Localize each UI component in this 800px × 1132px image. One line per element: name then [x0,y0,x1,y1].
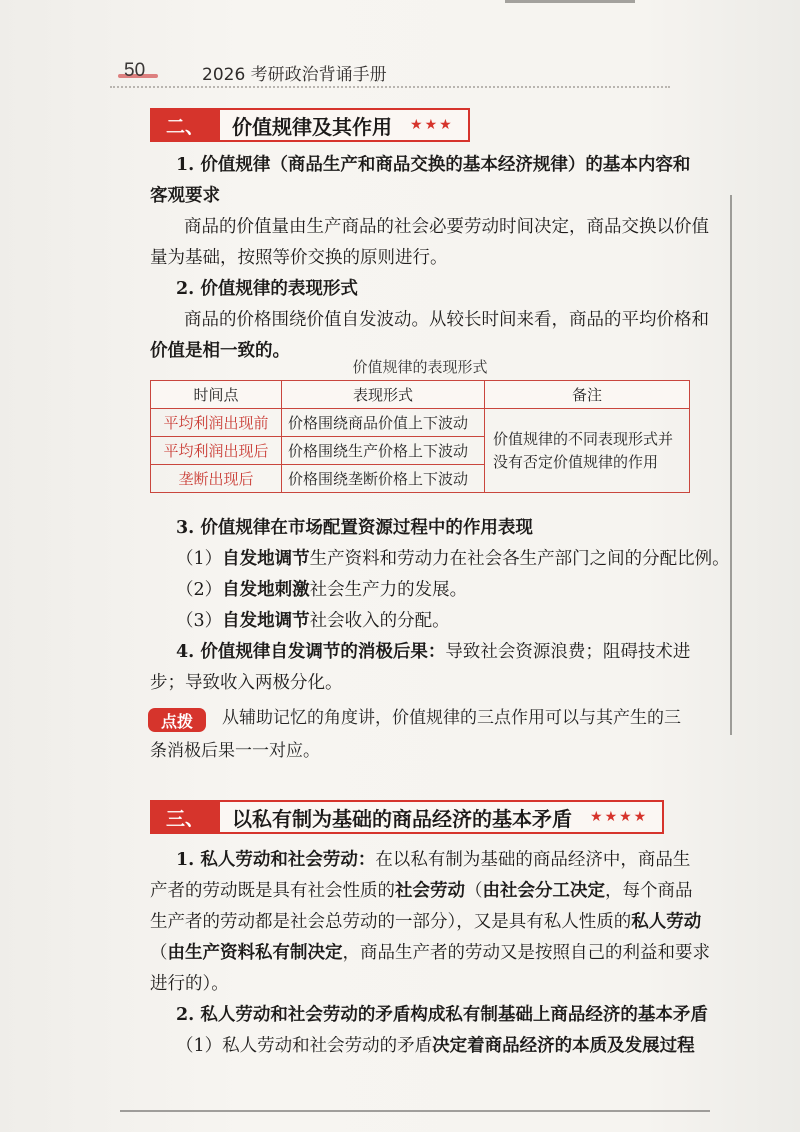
list-text: （1）私人劳动和社会劳动的矛盾 [176,1036,433,1056]
form-cell: 价格围绕商品价值上下波动 [282,409,485,437]
list-keyword: 自发地刺激 [222,580,310,600]
list-prefix: （3） [176,611,223,631]
section-title-box [218,108,470,142]
list-item [150,1031,710,1062]
paragraph-heading: 1. 价值规律（商品生产和商品交换的基本经济规律）的基本内容和 [176,155,691,175]
paragraph-keyword: 1. 私人劳动和社会劳动： [176,850,376,870]
tip-text [150,702,710,768]
text-run-bold: 私人劳动 [631,912,702,932]
page-number: 50 [124,60,146,81]
page-header [110,60,670,90]
text-run-bold: 社会劳动 [395,881,465,901]
scan-edge-mark [505,0,635,3]
tip-line [150,702,710,735]
paragraph-text [150,637,710,668]
paragraph-text-rest: 在以私有制为基础的商品经济中，商品生 [375,850,691,870]
paragraph-heading: 3. 价值规律在市场配置资源过程中的作用表现 [176,518,533,538]
paragraph-text: 商品的价值量由生产商品的社会必要劳动时间决定，商品交换以价值 [184,217,709,237]
list-item [150,575,710,606]
list-prefix: （1） [176,549,223,569]
section-heading-commodity-economy [150,800,664,834]
book-title: 2026 考研政治背诵手册 [202,65,387,85]
list-keyword: 自发地调节 [222,549,310,569]
table-header-cell: 备注 [485,381,690,409]
tip-badge: 点拨 [148,708,206,732]
importance-stars: ★★★★ [590,809,649,825]
section-number: 三、 [150,800,218,834]
form-cell: 价格围绕生产价格上下波动 [282,437,485,465]
time-point-cell: 平均利润出现后 [151,437,282,465]
text-run-bold: 由社会分工决定 [482,881,605,901]
paragraph-text: 进行的）。 [150,974,229,994]
time-point-cell: 平均利润出现前 [151,409,282,437]
section-title-box [218,800,664,834]
text-run-bold: 由生产资料私有制决定 [167,943,343,963]
list-keyword: 决定着商品经济的本质及发展过程 [432,1036,695,1056]
section-title: 价值规律及其作用 [232,114,393,139]
text-run: （ [465,881,483,901]
form-cell: 价格围绕垄断价格上下波动 [282,465,485,493]
table-row [151,409,690,437]
paragraph-text [150,938,710,969]
tip-line: 条消极后果一一对应。 [150,741,320,761]
list-item [150,606,710,637]
paragraph-heading: 2. 私人劳动和社会劳动的矛盾构成私有制基础上商品经济的基本矛盾 [176,1005,708,1025]
page-bottom-edge [120,1110,710,1112]
table-caption: 价值规律的表现形式 [352,358,488,376]
paragraph-text [150,845,710,876]
text-run: ，商品生产者的劳动又是按照自己的利益和要求 [342,943,710,963]
section-heading-value-law [150,108,470,142]
importance-stars: ★★★ [410,117,454,133]
list-text: 社会生产力的发展。 [309,580,468,600]
list-item [150,544,730,575]
text-run: 生产者的劳动都是社会总劳动的一部分），又是具有私人性质的 [150,912,632,932]
paragraph-heading: 2. 价值规律的表现形式 [176,279,358,299]
paragraph-text: 商品的价格围绕价值自发波动。从较长时间来看，商品的平均价格和 [184,310,709,330]
page-edge-line [730,195,732,735]
paragraph-text [150,876,710,907]
value-law-forms-table [150,380,690,493]
table-header-row [151,381,690,409]
list-text: 社会收入的分配。 [309,611,450,631]
text-run: （ [150,943,168,963]
paragraph-text: 步；导致收入两极分化。 [150,673,343,693]
section-title: 以私有制为基础的商品经济的基本矛盾 [232,806,573,831]
paragraph-heading-cont: 客观要求 [150,186,220,206]
table-header-cell: 时间点 [151,381,282,409]
header-rule [110,86,670,88]
list-prefix: （2） [176,580,223,600]
tip-line-text: 从辅助记忆的角度讲，价值规律的三点作用可以与其产生的三 [222,708,681,728]
paragraph-text-rest: 导致社会资源浪费；阻碍技术进 [445,642,691,662]
list-text: 生产资料和劳动力在社会各生产部门之间的分配比例。 [309,549,730,569]
table-header-cell: 表现形式 [282,381,485,409]
list-keyword: 自发地调节 [222,611,310,631]
paragraph-keyword: 4. 价值规律自发调节的消极后果： [176,642,446,662]
section2-body-top [150,150,710,367]
section-number: 二、 [150,108,218,142]
paragraph-text: 量为基础，按照等价交换的原则进行。 [150,248,448,268]
text-run: 产者的劳动既是具有社会性质的 [150,881,395,901]
text-run: ，每个商品 [605,881,693,901]
paragraph-text [150,907,710,938]
paragraph-text: 价值是相一致的。 [150,341,290,361]
section3-body [150,845,710,1062]
section2-body-bottom [150,513,730,699]
note-cell: 价值规律的不同表现形式并没有否定价值规律的作用 [485,409,690,493]
time-point-cell: 垄断出现后 [151,465,282,493]
